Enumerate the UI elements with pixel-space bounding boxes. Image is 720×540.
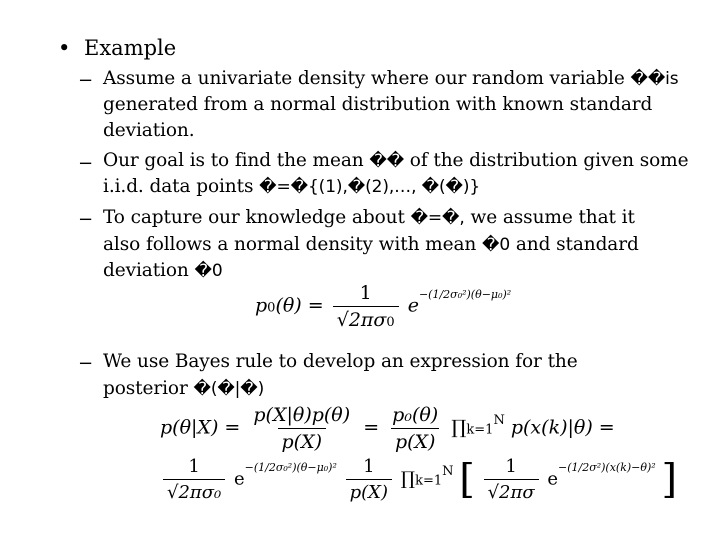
text-line: i.i.d. data points �=�{(1),�(2),…, �(�)} — [103, 176, 481, 197]
text-line: deviation �0 — [103, 260, 223, 281]
dash-icon: − — [78, 70, 94, 91]
text-line: Our goal is to find the mean �� of the distribution given some — [103, 150, 689, 171]
text-line: posterior �(�|�) — [103, 378, 265, 399]
dash-icon: − — [78, 209, 94, 230]
text-line: deviation. — [103, 120, 195, 141]
text-line: To capture our knowledge about �=�, we assume that it — [103, 207, 635, 228]
text-line: also follows a normal density with mean �0 and standard — [103, 234, 639, 255]
heading-item — [58, 36, 176, 60]
dash-icon: − — [78, 353, 94, 374]
dash-icon: − — [78, 153, 94, 174]
heading-text: Example — [84, 36, 177, 60]
text-line: generated from a normal distribution with known standard — [103, 94, 653, 115]
posterior-equation: p(θ|X) = $\frac{p(X|\theta)p(\theta)}{p(X)}$ = $\frac{\text{p₀(θ)}}{p(X)}$ $\prod k=1^N$ p(x(k)|θ) = — [160, 404, 615, 453]
text-line: We use Bayes rule to develop an expression for the — [103, 351, 578, 372]
prior-equation: p0(θ) = $\frac{1}{√2\pi\sigma 0}$ $e^{-(1/2\sigma_0^2)(\theta-\mu_0)^2}$ — [255, 282, 512, 331]
text-line: Assume a univariate density where our random variable ��is — [103, 68, 679, 89]
posterior-expansion: $\frac{1}{\text{√2πσ₀}}$ $e^{-(1/2\sigma_0^2)(\theta-\mu_0)^2}$ $\frac{1}{p(X)}$ $\prod k=1^N$ [ $\frac{1}{√2\pi\sigma}$ $e^{-(1/2\sigma^2)(x(k)-\theta)^2}$ ] — [160, 456, 677, 503]
bullet-icon: • — [58, 36, 71, 60]
